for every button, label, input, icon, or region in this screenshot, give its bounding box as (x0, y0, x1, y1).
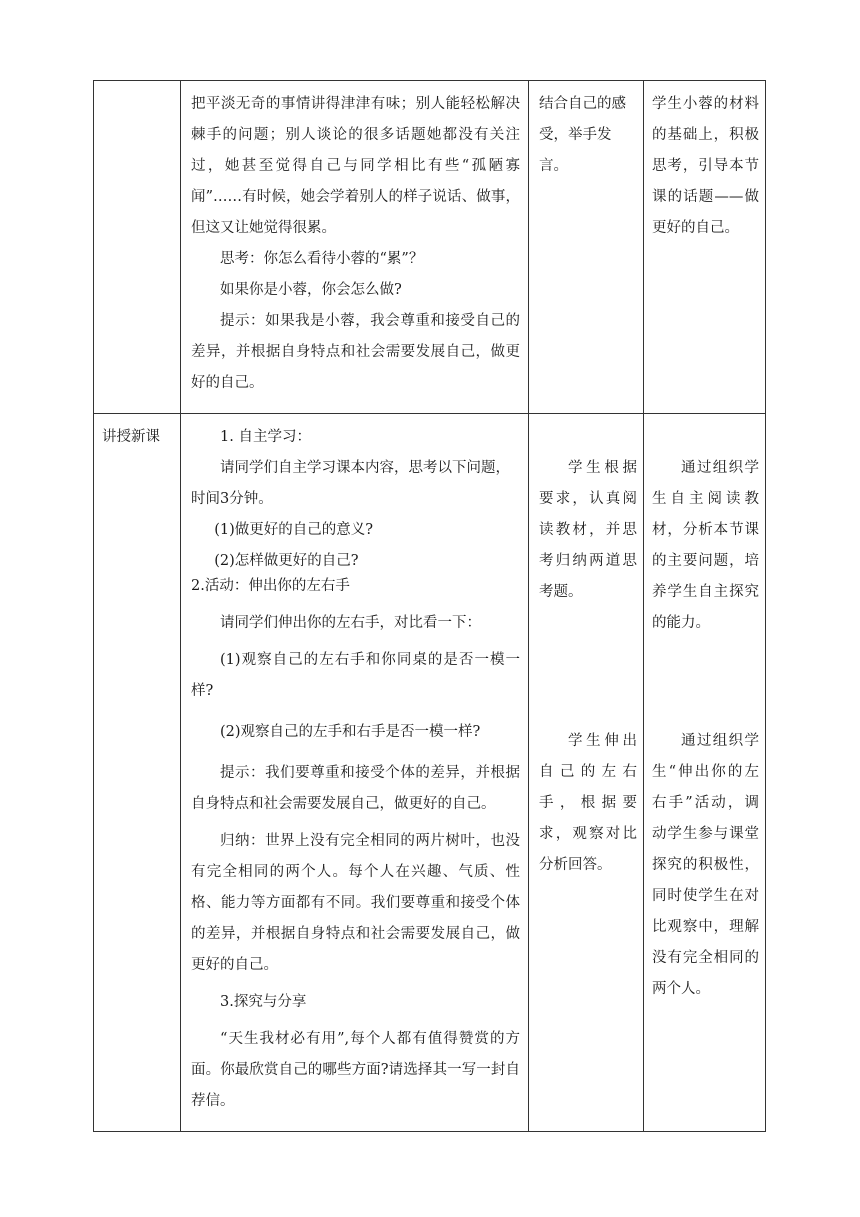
design-intent-cell (644, 81, 766, 414)
question-item: (2)怎样做更好的自己? (214, 553, 359, 569)
teacher-paragraph: 请同学们伸出你的左右手，对比看一下： (220, 615, 481, 631)
section-title: 2.活动：伸出你的左右手 (191, 578, 350, 594)
summary-paragraph: 归纳：世界上没有完全相同的两片树叶，也没有完全相同的两个人。每个人在兴趣、气质、性格、能力等方面都有不同。我们要尊重和接受个体的差异，并根据自身特点和社会需要发展自己，做更好的自己。 (191, 833, 520, 973)
stage-label-cell (94, 414, 181, 1132)
table-row (94, 81, 766, 414)
student-activity-text: 学生伸出自己的左右手，根据要求，观察对比分析回答。 (539, 733, 637, 873)
student-activity-cell (529, 81, 644, 414)
teacher-paragraph: 如果你是小蓉，你会怎么做? (220, 282, 402, 298)
question-item: (2)观察自己的左手和右手是否一模一样? (220, 724, 481, 740)
teacher-activity-cell (181, 414, 529, 1132)
teacher-activity-cell (181, 81, 529, 414)
teacher-paragraph: 把平淡无奇的事情讲得津津有味；别人能轻松解决棘手的问题；别人谈论的很多话题她都没有关注过，她甚至觉得自己与同学相比有些“孤陋寡闻”……有时候，她会学着别人的样子说话、做事，但这又让她觉得很累。 (191, 96, 520, 236)
design-intent-text: 通过组织学生自主阅读教材，分析本节课的主要问题，培养学生自主探究的能力。 (652, 460, 759, 631)
table-row (94, 414, 766, 1132)
design-intent-text: 通过组织学生“伸出你的左右手”活动，调动学生参与课堂探究的积极性，同时使学生在对比观察中，理解没有完全相同的两个人。 (652, 733, 759, 997)
design-intent-cell (644, 414, 766, 1132)
stage-label-cell (94, 81, 181, 414)
teacher-paragraph: 提示：如果我是小蓉，我会尊重和接受自己的差异，并根据自身特点和社会需要发展自己，做更好的自己。 (191, 313, 520, 391)
hint-paragraph: 提示：我们要尊重和接受个体的差异，并根据自身特点和社会需要发展自己，做更好的自己。 (191, 765, 520, 812)
teacher-paragraph: “天生我材必有用”,每个人都有值得赞赏的方面。你最欣赏自己的哪些方面?请选择其一写一封自荐信。 (191, 1031, 520, 1109)
question-item: (1)观察自己的左右手和你同桌的是否一模一样? (191, 652, 520, 699)
teacher-paragraph: 请同学们自主学习课本内容，思考以下问题，时间3分钟。 (191, 460, 510, 507)
stage-label: 讲授新课 (102, 429, 160, 445)
student-activity-text: 学生根据要求，认真阅读教材，并思考归纳两道思考题。 (539, 460, 637, 600)
lesson-plan-table (93, 80, 766, 1132)
teacher-paragraph: 思考：你怎么看待小蓉的“累”？ (220, 251, 424, 267)
section-title: 1. 自主学习： (220, 429, 311, 445)
section-title: 3.探究与分享 (220, 994, 307, 1010)
design-intent-text: 学生小蓉的材料的基础上，积极思考，引导本节课的话题——做更好的自己。 (652, 96, 759, 236)
student-activity-cell (529, 414, 644, 1132)
student-activity-text: 结合自己的感受，举手发言。 (539, 96, 626, 174)
question-item: (1)做更好的自己的意义? (214, 522, 373, 538)
